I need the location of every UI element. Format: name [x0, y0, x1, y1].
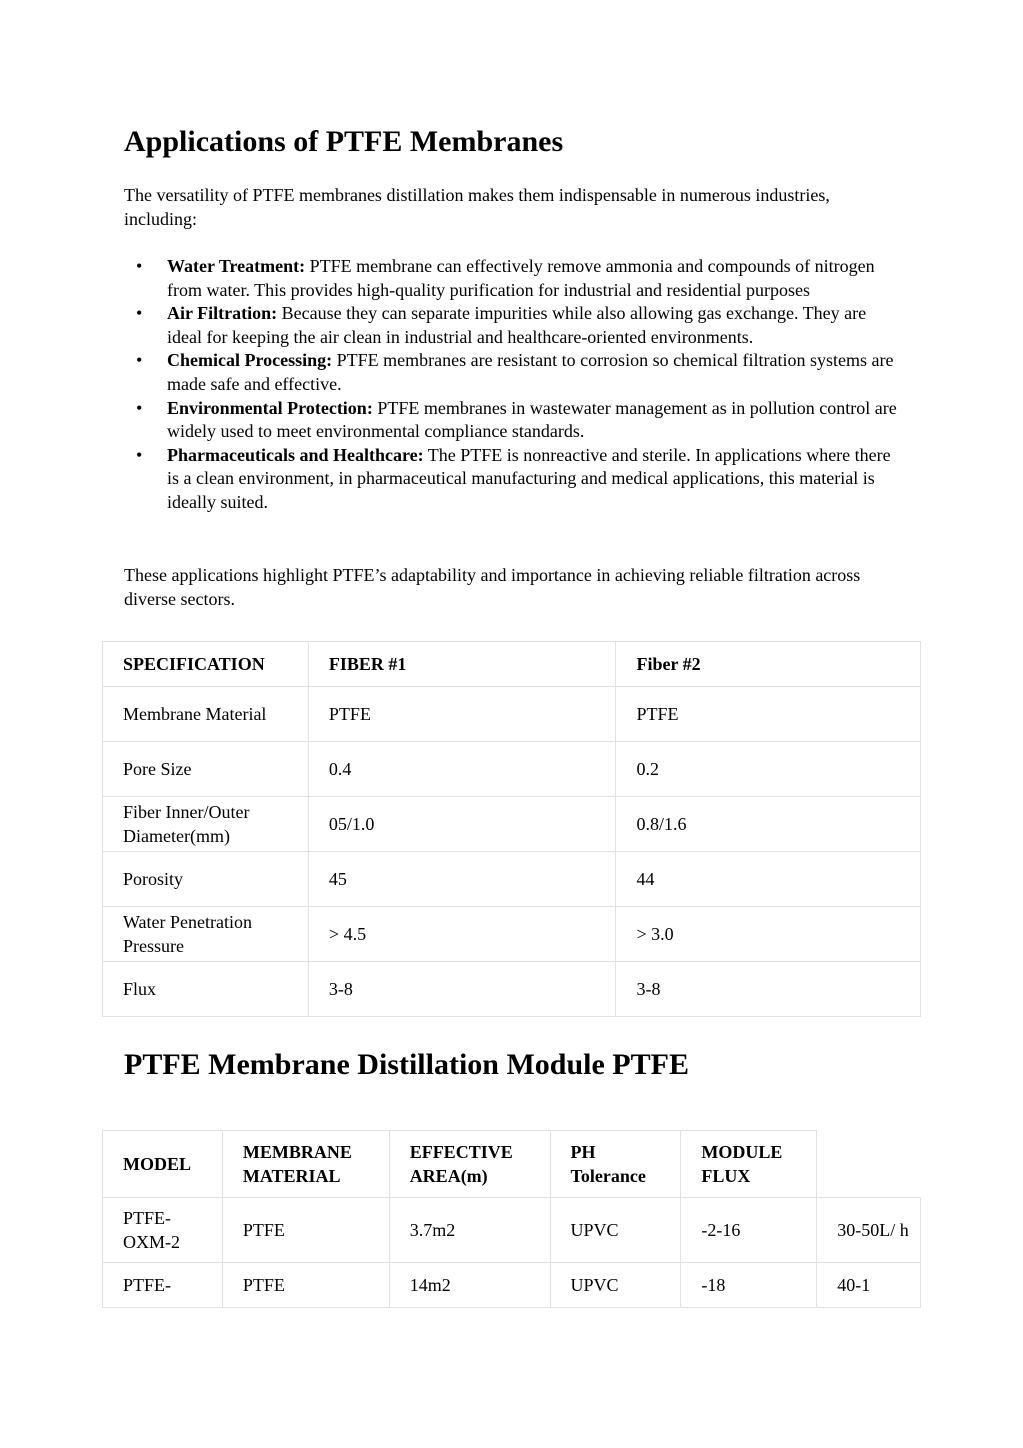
- flux-cell: -18: [681, 1263, 817, 1308]
- bullet-icon: •: [136, 303, 143, 324]
- list-item: [124, 397, 904, 444]
- ph-cell: UPVC: [550, 1263, 681, 1308]
- header-module-flux: MODULE FLUX: [681, 1131, 817, 1198]
- fiber-2-cell: > 3.0: [616, 907, 921, 962]
- fiber-2-cell: 3-8: [616, 962, 921, 1017]
- list-item-text: PTFE membranes in wastewater management as in pollution control are widely used to meet environmental compliance standards.: [167, 397, 897, 442]
- spec-cell: Fiber Inner/Outer Diameter(mm): [103, 797, 309, 852]
- bullet-icon: •: [136, 256, 143, 276]
- header-model: MODEL: [103, 1131, 223, 1198]
- header-effective-area: EFFECTIVE AREA(m): [389, 1131, 550, 1198]
- list-item-label: Chemical Processing:: [167, 350, 333, 371]
- table-row: [103, 852, 921, 907]
- bullet-icon: •: [136, 397, 143, 418]
- spec-cell: Porosity: [103, 852, 309, 907]
- fiber-1-cell: 3-8: [308, 962, 616, 1017]
- spec-cell: Flux: [103, 962, 309, 1017]
- list-item: [124, 444, 904, 515]
- table-header-row: [103, 642, 921, 687]
- list-item-text: PTFE membranes are resistant to corrosion so chemical filtration systems are made safe and effective.: [167, 350, 894, 394]
- list-item-text: Because they can separate impurities while also allowing gas exchange. They are ideal for keeping the air clean in industrial and healthcare-oriented environments.: [167, 303, 867, 347]
- extra-cell: 40-1: [817, 1263, 921, 1308]
- spec-cell: Pore Size: [103, 742, 309, 797]
- specification-table: [102, 641, 921, 1017]
- applications-heading: Applications of PTFE Membranes: [124, 125, 564, 158]
- area-cell: 3.7m2: [389, 1198, 550, 1263]
- spec-cell: Water Penetration Pressure: [103, 907, 309, 962]
- list-item-text: PTFE membrane can effectively remove ammonia and compounds of nitrogen from water. This provides high-quality purification for industrial and residential purposes: [167, 256, 875, 300]
- extra-cell: 30-50L/ h: [817, 1198, 921, 1263]
- intro-paragraph: The versatility of PTFE membranes distillation makes them indispensable in numerous industries, including:: [124, 185, 830, 229]
- material-cell: PTFE: [222, 1263, 389, 1308]
- table-row: [103, 962, 921, 1017]
- table-row: [103, 1198, 921, 1263]
- fiber-1-cell: 0.4: [308, 742, 616, 797]
- module-heading: PTFE Membrane Distillation Module PTFE: [124, 1048, 689, 1081]
- list-item-label: Water Treatment:: [167, 256, 306, 276]
- ph-cell: UPVC: [550, 1198, 681, 1263]
- list-item: [124, 349, 904, 396]
- header-fiber-2: Fiber #2: [616, 642, 921, 687]
- table-header-row: [103, 1131, 921, 1198]
- spec-cell: Membrane Material: [103, 687, 309, 742]
- material-cell: PTFE: [222, 1198, 389, 1263]
- header-fiber-1: FIBER #1: [308, 642, 616, 687]
- fiber-1-cell: 45: [308, 852, 616, 907]
- fiber-1-cell: 05/1.0: [308, 797, 616, 852]
- closing-paragraph: These applications highlight PTFE’s adaptability and importance in achieving reliable filtration across diverse sectors.: [124, 565, 861, 609]
- table-row: [103, 687, 921, 742]
- list-item-text: The PTFE is nonreactive and sterile. In applications where there is a clean environment, in pharmaceutical manufacturing and medical applications, this material is ideally suited.: [167, 444, 891, 512]
- model-cell: PTFE-: [103, 1263, 223, 1308]
- table-row: [103, 907, 921, 962]
- list-item-label: Pharmaceuticals and Healthcare:: [167, 444, 424, 465]
- header-empty: [817, 1131, 921, 1198]
- bullet-icon: •: [136, 444, 143, 465]
- applications-list: [124, 255, 904, 515]
- header-membrane-material: MEMBRANE MATERIAL: [222, 1131, 389, 1198]
- list-item: [124, 302, 904, 349]
- table-row: [103, 742, 921, 797]
- model-cell: PTFE-OXM-2: [103, 1198, 223, 1263]
- header-ph-tolerance: PH Tolerance: [550, 1131, 681, 1198]
- fiber-2-cell: 0.8/1.6: [616, 797, 921, 852]
- fiber-2-cell: 44: [616, 852, 921, 907]
- fiber-2-cell: PTFE: [616, 687, 921, 742]
- fiber-2-cell: 0.2: [616, 742, 921, 797]
- module-table: [102, 1130, 921, 1308]
- list-item-label: Environmental Protection:: [167, 397, 373, 418]
- list-item: [124, 255, 904, 302]
- fiber-1-cell: > 4.5: [308, 907, 616, 962]
- flux-cell: -2-16: [681, 1198, 817, 1263]
- fiber-1-cell: PTFE: [308, 687, 616, 742]
- bullet-icon: •: [136, 350, 143, 371]
- header-specification: SPECIFICATION: [103, 642, 309, 687]
- table-row: [103, 797, 921, 852]
- table-row: [103, 1263, 921, 1308]
- area-cell: 14m2: [389, 1263, 550, 1308]
- list-item-label: Air Filtration:: [167, 303, 278, 324]
